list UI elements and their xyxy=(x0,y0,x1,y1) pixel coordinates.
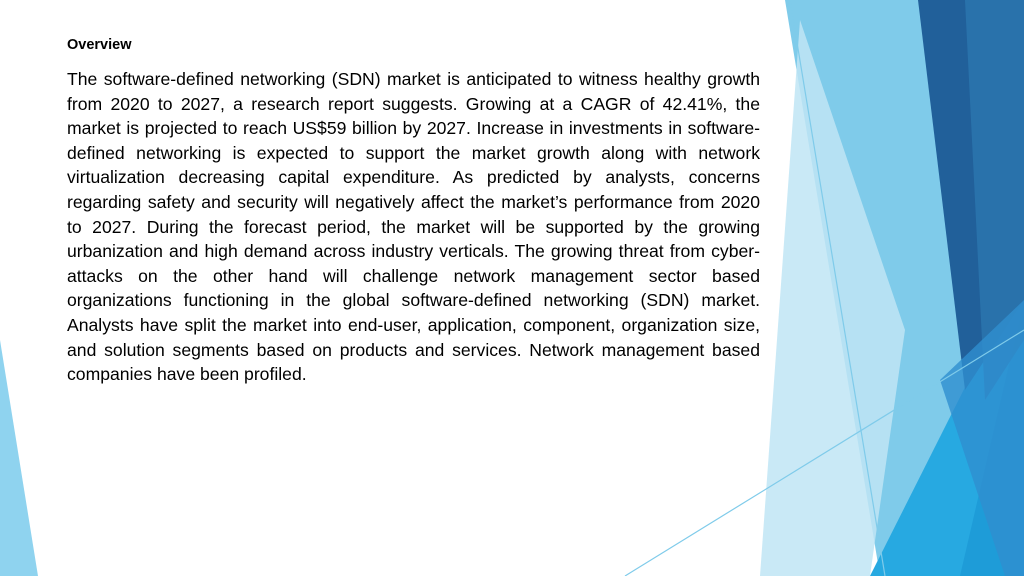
overview-paragraph: The software-defined networking (SDN) market is anticipated to witness healthy growth from 2020 to 2027, a research report suggests. Growing at a CAGR of 42.41%, the market is projected to reach US$59 billion by 2027. Increase in investments in software-defined networking is expected to support the market growth along with network virtualization decreasing capital expenditure. As predicted by analysts, concerns regarding safety and security will negatively affect the market’s performance from 2020 to 2027. During the forecast period, the market will be supported by the growing urbanization and high demand across industry verticals. The growing threat from cyber-attacks on the other hand will challenge network management sector based organizations functioning in the global software-defined networking (SDN) market. Analysts have split the market into end-user, application, component, organization size, and solution segments based on products and services. Network management based companies have been profiled. xyxy=(67,69,760,385)
section-heading: Overview xyxy=(67,37,132,53)
content-area xyxy=(67,35,760,387)
left-edge-shape xyxy=(0,340,38,576)
